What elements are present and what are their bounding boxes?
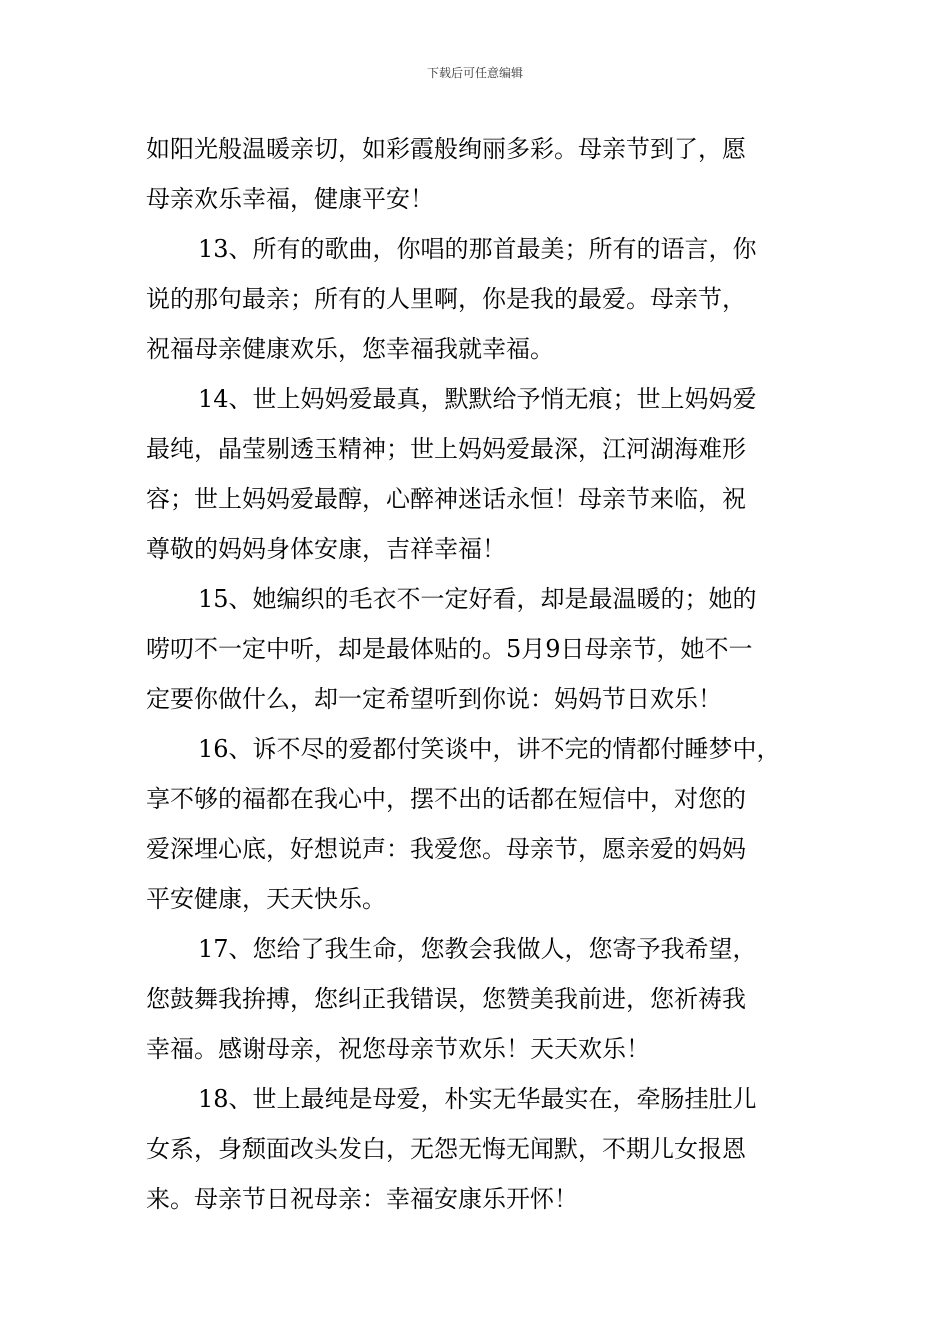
text-line: 最纯，晶莹剔透玉精神；世上妈妈爱最深，江河湖海难形	[146, 435, 746, 463]
text-line: 如阳光般温暖亲切，如彩霞般绚丽多彩。母亲节到了，愿	[146, 135, 746, 163]
text-line: 祝福母亲健康欢乐，您幸福我就幸福。	[146, 335, 554, 363]
paragraph-16	[146, 724, 836, 924]
text-line: 女系，身颓面改头发白，无怨无悔无闻默，不期儿女报恩	[146, 1135, 746, 1163]
text-line: 尊敬的妈妈身体安康，吉祥幸福！	[146, 535, 506, 563]
document-body	[146, 124, 836, 1224]
text-line: 13、所有的歌曲，你唱的那首最美；所有的语言，你	[198, 235, 757, 263]
text-line: 17、您给了我生命，您教会我做人，您寄予我希望，	[198, 935, 757, 963]
text-line: 容；世上妈妈爱最醇，心醉神迷话永恒！母亲节来临，祝	[146, 485, 746, 513]
text-line: 幸福。感谢母亲，祝您母亲节欢乐！天天欢乐！	[146, 1035, 650, 1063]
text-line: 爱深埋心底，好想说声：我爱您。母亲节，愿亲爱的妈妈	[146, 835, 746, 863]
paragraph-15	[146, 574, 836, 724]
paragraph-13	[146, 224, 836, 374]
text-line: 15、她编织的毛衣不一定好看，却是最温暖的；她的	[198, 585, 757, 613]
text-line: 母亲欢乐幸福，健康平安！	[146, 185, 434, 213]
paragraph-continuation	[146, 124, 836, 224]
text-line: 定要你做什么，却一定希望听到你说：妈妈节日欢乐！	[146, 685, 722, 713]
text-line: 18、世上最纯是母爱，朴实无华最实在，牵肠挂肚儿	[198, 1085, 757, 1113]
paragraph-18	[146, 1074, 836, 1224]
text-line: 您鼓舞我拚搏，您纠正我错误，您赞美我前进，您祈祷我	[146, 985, 746, 1013]
text-line: 唠叨不一定中听，却是最体贴的。5月9日母亲节，她不一	[146, 635, 753, 663]
text-line: 来。母亲节日祝母亲：幸福安康乐开怀！	[146, 1185, 578, 1213]
text-line: 享不够的福都在我心中，摆不出的话都在短信中，对您的	[146, 785, 746, 813]
paragraph-14	[146, 374, 836, 574]
text-line: 平安健康，天天快乐。	[146, 885, 386, 913]
paragraph-17	[146, 924, 836, 1074]
page-header: 下载后可任意编辑	[426, 66, 523, 80]
text-line: 14、世上妈妈爱最真，默默给予悄无痕；世上妈妈爱	[198, 385, 757, 413]
text-line: 说的那句最亲；所有的人里啊，你是我的最爱。母亲节，	[146, 285, 746, 313]
text-line: 16、诉不尽的爱都付笑谈中，讲不完的情都付睡梦中，	[198, 735, 781, 763]
